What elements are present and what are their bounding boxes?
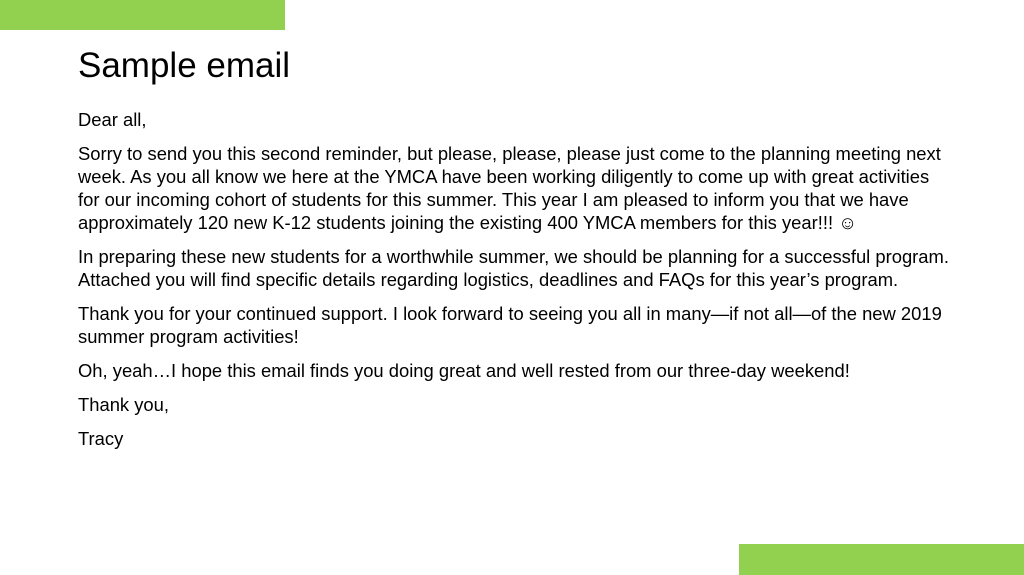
- slide-title: Sample email: [78, 46, 291, 85]
- top-accent-bar: [0, 0, 285, 30]
- email-paragraph-weekend: Oh, yeah…I hope this email finds you doing great and well rested from our three-day weekend!: [78, 360, 850, 381]
- email-paragraph-program: In preparing these new students for a worthwhile summer, we should be planning for a successful program. Attached you will find specific details regarding logistics, deadlines and FAQs for this year’s program.: [78, 246, 949, 290]
- email-body: [78, 108, 950, 461]
- email-paragraph-thanks: Thank you for your continued support. I look forward to seeing you all in many—if not all—of the new 2019 summer program activities!: [78, 303, 942, 347]
- bottom-accent-bar: [739, 544, 1024, 575]
- email-closing: Thank you,: [78, 394, 169, 415]
- email-greeting: Dear all,: [78, 109, 147, 130]
- email-paragraph-reminder: Sorry to send you this second reminder, but please, please, please just come to the planning meeting next week. As you all know we here at the YMCA have been working diligently to come up with great activities for our incoming cohort of students for this summer. This year I am pleased to inform you that we have approximately 120 new K-12 students joining the existing 400 YMCA members for this year!!! ☺: [78, 143, 941, 233]
- email-signature: Tracy: [78, 428, 124, 449]
